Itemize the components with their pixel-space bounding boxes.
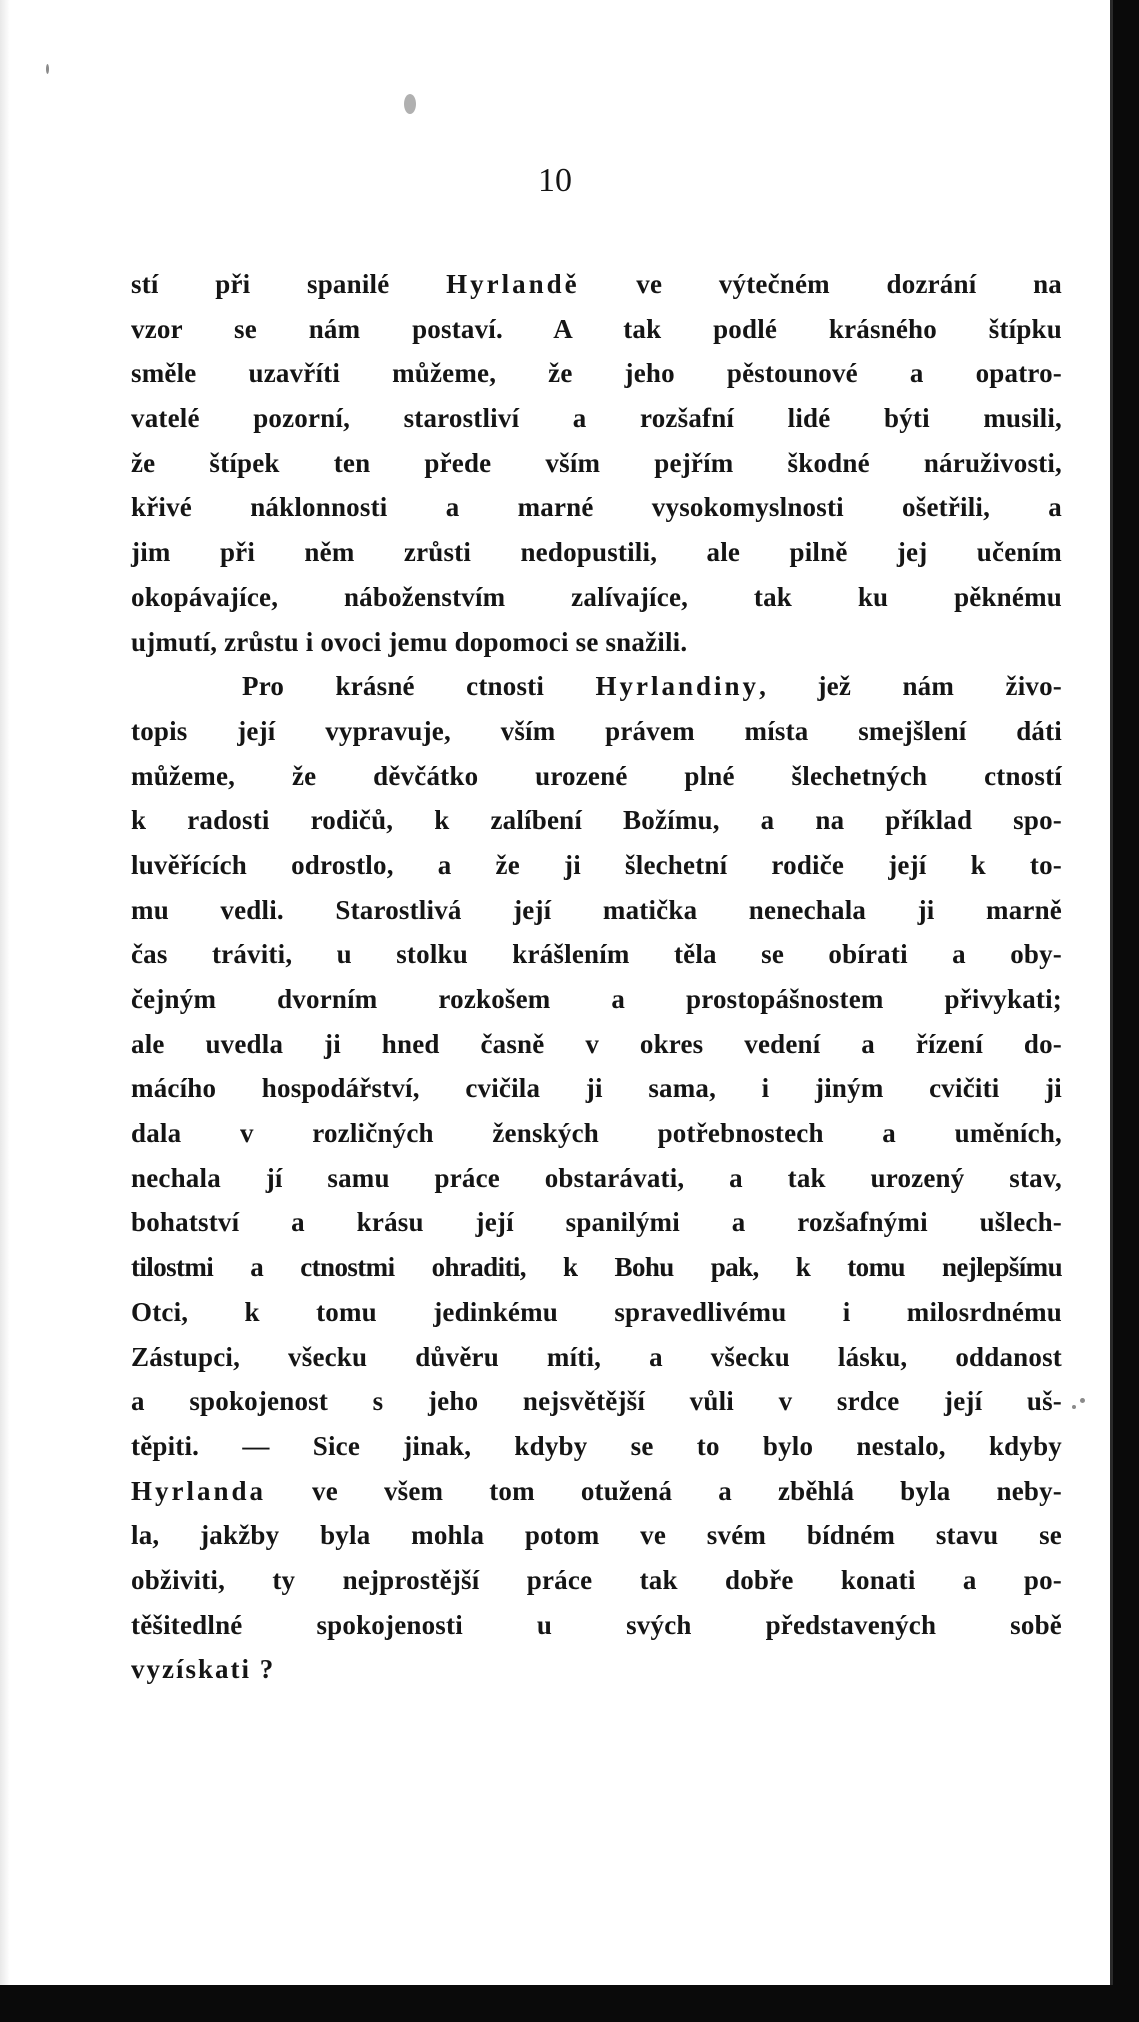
text-line: že štípek ten přede vším pejřím škodné náruživosti,	[131, 447, 1062, 478]
text-line: stí při spanilé Hyrlandě ve výtečném dozrání na	[131, 269, 1062, 299]
paper-speck	[1072, 1405, 1076, 1409]
text-line: tilostmi a ctnostmi ohraditi, k Bohu pak, k tomu nejlepšímu	[131, 1252, 1062, 1283]
text-line: směle uzavříti můžeme, že jeho pěstounové a opatro-	[131, 358, 1062, 389]
text-line: dala v rozličných ženských potřebnostech a uměních,	[131, 1118, 1062, 1149]
text-line: můžeme, že děvčátko urozené plné šlechetných ctností	[131, 760, 1062, 791]
text-line: vzor se nám postaví. A tak podlé krásného štípku	[131, 313, 1062, 344]
text-line: ujmutí, zrůstu i ovoci jemu dopomoci se snažili.	[131, 626, 688, 657]
page-binding-shadow	[0, 0, 10, 1985]
text-line: Otci, k tomu jedinkému spravedlivému i milosrdnému	[131, 1296, 1062, 1327]
text-line: mu vedli. Starostlivá její matička nenechala ji marně	[131, 894, 1062, 925]
text-line: luvěřících odrostlo, a že ji šlechetní rodiče její k to-	[131, 849, 1062, 880]
text-line: obživiti, ty nejprostější práce tak dobře konati a po-	[131, 1564, 1062, 1595]
text-line: čejným dvorním rozkošem a prostopášnostem přivykati;	[131, 984, 1062, 1014]
text-line: topis její vypravuje, vším právem místa smejšlení dáti	[131, 715, 1062, 746]
text-line: a spokojenost s jeho nejsvětější vůli v srdce její uš-	[131, 1386, 1062, 1417]
text-line: mácího hospodářství, cvičila ji sama, i jiným cvičiti ji	[131, 1073, 1062, 1104]
page-number: 10	[538, 162, 572, 199]
text-line: Hyrlanda ve všem tom otužená a zběhlá byla neby-	[131, 1475, 1062, 1506]
text-line: k radosti rodičů, k zalíbení Božímu, a na příklad spo-	[131, 805, 1062, 836]
text-line: těšitedlné spokojenosti u svých představených sobě	[131, 1609, 1062, 1640]
text-line: bohatství a krásu její spanilými a rozšafnými ušlech-	[131, 1207, 1062, 1238]
text-line: jim při něm zrůsti nedopustili, ale pilně jej učením	[131, 537, 1062, 568]
body-text	[131, 262, 1062, 1692]
text-line: Zástupci, všecku důvěru míti, a všecku lásku, oddanost	[131, 1341, 1062, 1372]
text-line: ale uvedla ji hned časně v okres vedení a řízení do-	[131, 1028, 1062, 1059]
text-line: těpiti. — Sice jinak, kdyby se to bylo nestalo, kdyby	[131, 1430, 1062, 1461]
scan-border	[0, 1985, 1139, 2022]
text-line: vatelé pozorní, starostliví a rozšafní lidé býti musili,	[131, 403, 1062, 434]
paper-speck	[1080, 1398, 1085, 1403]
text-line: nechala jí samu práce obstarávati, a tak urozený stav,	[131, 1162, 1062, 1193]
paper-speck	[46, 64, 49, 74]
paper-speck	[404, 94, 416, 114]
text-line: čas tráviti, u stolku krášlením těla se obírati a oby-	[131, 939, 1062, 970]
text-line: la, jakžby byla mohla potom ve svém bídném stavu se	[131, 1520, 1062, 1551]
text-line: okopávajíce, náboženstvím zalívajíce, tak ku pěknému	[131, 581, 1062, 612]
text-line: Pro krásné ctnosti Hyrlandiny, jež nám živo-	[242, 671, 1062, 702]
text-line: křivé náklonnosti a marné vysokomyslnosti ošetřili, a	[131, 492, 1062, 523]
text-line: vyzískati ?	[131, 1654, 276, 1685]
